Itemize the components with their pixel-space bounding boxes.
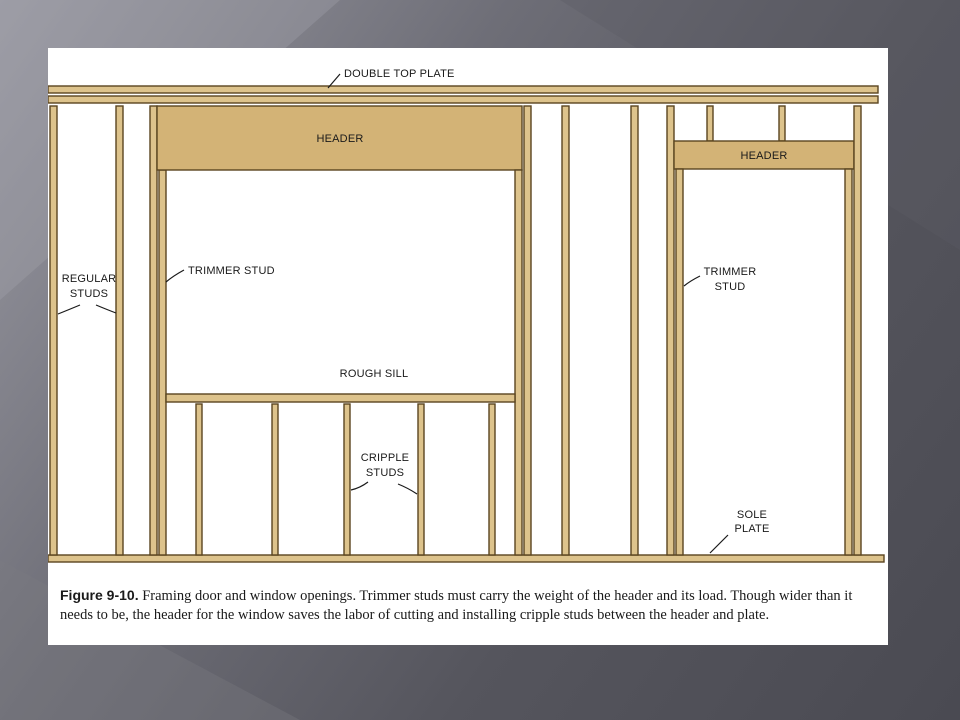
trimmer-stud-left: [159, 170, 166, 555]
framing-figure: [48, 48, 888, 645]
label-header-window: HEADER: [316, 133, 364, 145]
leader-regular-studs-right: [96, 305, 116, 313]
top-plate-upper: [48, 86, 878, 93]
regular-stud: [116, 106, 123, 555]
leader-regular-studs-left: [58, 305, 80, 314]
label-sole-plate-1: SOLE: [736, 509, 768, 521]
label-double-top-plate: DOUBLE TOP PLATE: [344, 68, 455, 80]
leader-trimmer-stud-left: [166, 270, 184, 282]
door-cripple-stud: [707, 106, 713, 141]
label-cripple-studs-2: STUDS: [365, 467, 405, 479]
label-sole-plate-2: PLATE: [734, 523, 770, 535]
leader-trimmer-stud-right: [684, 276, 700, 286]
rough-sill: [166, 394, 515, 402]
king-stud-door-left: [667, 106, 674, 555]
label-regular-studs-1: REGULAR: [61, 273, 117, 285]
regular-stud: [50, 106, 57, 555]
figure-number: Figure 9-10.: [60, 587, 139, 603]
label-rough-sill: ROUGH SILL: [339, 368, 409, 380]
cripple-stud: [196, 404, 202, 555]
sole-plate: [48, 555, 884, 562]
label-trimmer-stud-right-1: TRIMMER: [703, 266, 757, 278]
trimmer-stud-door-left: [676, 169, 683, 555]
leader-cripple-left: [351, 482, 368, 490]
leader-sole-plate: [710, 535, 728, 553]
king-stud-window-right: [524, 106, 531, 555]
leader-cripple-right: [398, 484, 417, 494]
king-stud-left: [150, 106, 157, 555]
door-cripple-stud: [779, 106, 785, 141]
caption-text: Framing door and window openings. Trimmer studs must carry the weight of the header and its load. Though wider than it needs to be, the header for the window saves the labor of cutting and installing cripple studs between the header and plate.: [60, 588, 853, 623]
cripple-stud: [272, 404, 278, 555]
trimmer-stud-window-right: [515, 170, 522, 555]
regular-stud: [562, 106, 569, 555]
figure-caption: [60, 586, 880, 625]
king-stud-door-right: [854, 106, 861, 555]
label-trimmer-stud-right-2: STUD: [714, 281, 746, 293]
cripple-stud: [344, 404, 350, 555]
regular-stud: [631, 106, 638, 555]
label-trimmer-stud-left: TRIMMER STUD: [188, 265, 275, 277]
cripple-stud: [489, 404, 495, 555]
top-plate-lower: [48, 96, 878, 103]
framing-diagram: [48, 48, 888, 578]
trimmer-stud-door-right: [845, 169, 852, 555]
label-cripple-studs-1: CRIPPLE: [360, 452, 410, 464]
label-header-door: HEADER: [740, 150, 788, 162]
cripple-stud: [418, 404, 424, 555]
label-regular-studs-2: STUDS: [69, 288, 109, 300]
